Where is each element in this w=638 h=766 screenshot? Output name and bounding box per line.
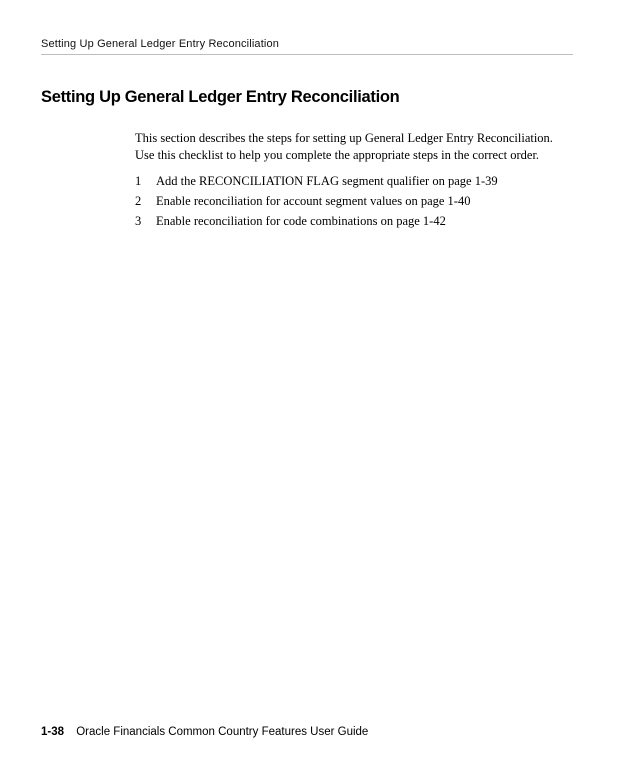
checklist-step xyxy=(135,193,585,213)
step-number: 2 xyxy=(135,194,142,208)
step-link[interactable]: Add the RECONCILIATION FLAG segment qualifier on page 1-39 xyxy=(156,174,498,188)
header-divider xyxy=(41,54,573,55)
intro-line: Use this checklist to help you complete the appropriate steps in the correct order. xyxy=(135,148,540,162)
step-number: 1 xyxy=(135,174,142,188)
section-body xyxy=(135,130,585,233)
checklist-step xyxy=(135,213,585,233)
step-link[interactable]: Enable reconciliation for account segment values on page 1-40 xyxy=(156,194,471,208)
page-number: 1-38 xyxy=(41,726,65,738)
book-title: Oracle Financials Common Country Features User Guide xyxy=(76,726,369,738)
intro-paragraph xyxy=(135,130,585,164)
steps-checklist xyxy=(135,173,585,233)
step-link[interactable]: Enable reconciliation for code combinations on page 1-42 xyxy=(156,214,446,228)
checklist-step xyxy=(135,173,585,193)
section-title: Setting Up General Ledger Entry Reconciliation xyxy=(41,88,400,106)
running-header: Setting Up General Ledger Entry Reconciliation xyxy=(41,38,280,50)
step-number: 3 xyxy=(135,214,142,228)
intro-line: This section describes the steps for setting up General Ledger Entry Reconciliation. xyxy=(135,131,553,145)
page-footer xyxy=(41,726,368,738)
